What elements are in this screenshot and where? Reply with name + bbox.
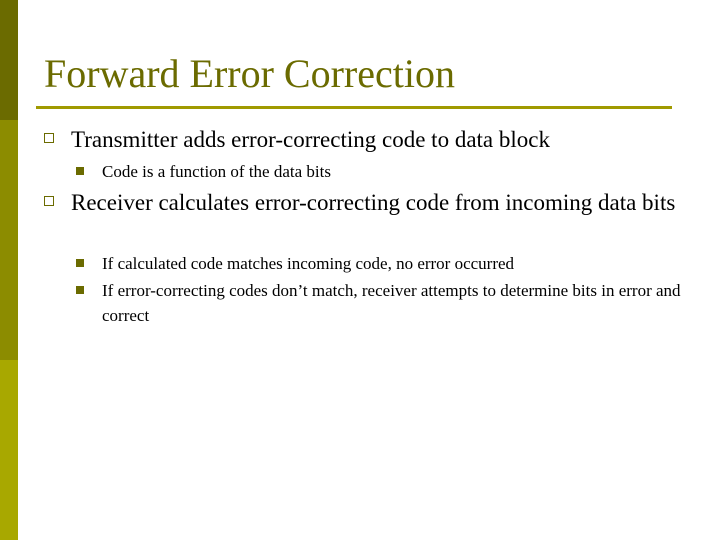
title-underline bbox=[36, 106, 672, 109]
sub-bullet-code-function bbox=[76, 159, 696, 184]
sub-bullet-text: If calculated code matches incoming code, no error occurred bbox=[102, 254, 515, 273]
bullet-receiver bbox=[44, 188, 684, 217]
sub-bullet-codes-mismatch bbox=[76, 278, 696, 328]
side-band-middle bbox=[0, 120, 18, 360]
side-band-bottom bbox=[0, 360, 18, 540]
bullet-text: Transmitter adds error-correcting code to data block bbox=[71, 127, 550, 152]
sub-bullet-text: If error-correcting codes don’t match, receiver attempts to determine bits in error and correct bbox=[102, 281, 681, 325]
sub-bullet-codes-match bbox=[76, 251, 696, 276]
hollow-square-bullet-icon bbox=[44, 133, 54, 143]
side-band-top bbox=[0, 0, 18, 120]
filled-square-bullet-icon bbox=[76, 167, 84, 175]
hollow-square-bullet-icon bbox=[44, 196, 54, 206]
slide-title: Forward Error Correction bbox=[44, 51, 455, 96]
sub-bullet-text: Code is a function of the data bits bbox=[102, 162, 331, 181]
filled-square-bullet-icon bbox=[76, 286, 84, 294]
filled-square-bullet-icon bbox=[76, 259, 84, 267]
bullet-transmitter bbox=[44, 125, 684, 154]
bullet-text: Receiver calculates error-correcting code from incoming data bits bbox=[71, 190, 676, 215]
